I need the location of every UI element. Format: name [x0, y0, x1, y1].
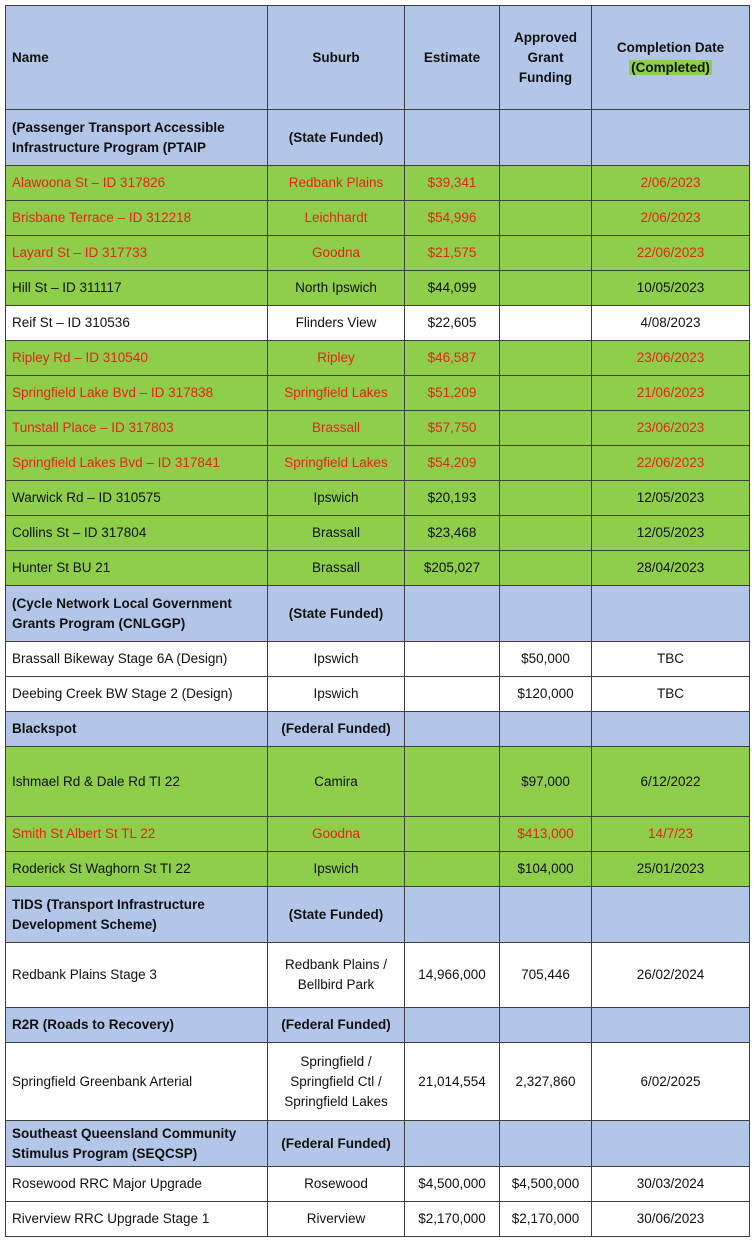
table-row [6, 943, 750, 1008]
project-name-cell: Deebing Creek BW Stage 2 (Design) [6, 677, 268, 712]
table-row [6, 411, 750, 446]
table-row [6, 677, 750, 712]
completion-date-cell: 2/06/2023 [592, 201, 750, 236]
suburb-cell: Goodna [268, 817, 405, 852]
estimate-cell: $57,750 [405, 411, 500, 446]
section-header-row [6, 1008, 750, 1043]
project-name-cell: Ishmael Rd & Dale Rd TI 22 [6, 747, 268, 817]
empty-cell [592, 1121, 750, 1167]
empty-cell [500, 887, 592, 943]
empty-cell [592, 887, 750, 943]
suburb-cell: Goodna [268, 236, 405, 271]
section-header-row [6, 887, 750, 943]
section-name: (Cycle Network Local Government Grants Program (CNLGGP) [6, 586, 268, 642]
completion-date-cell: 23/06/2023 [592, 411, 750, 446]
funding-cell [500, 201, 592, 236]
project-name-cell: Brassall Bikeway Stage 6A (Design) [6, 642, 268, 677]
suburb-cell: Ipswich [268, 677, 405, 712]
funding-cell [500, 446, 592, 481]
estimate-cell: $51,209 [405, 376, 500, 411]
empty-cell [500, 110, 592, 166]
estimate-cell: $54,996 [405, 201, 500, 236]
project-name-cell: Smith St Albert St TL 22 [6, 817, 268, 852]
empty-cell [592, 712, 750, 747]
project-name-cell: Redbank Plains Stage 3 [6, 943, 268, 1008]
header-name: Name [6, 6, 268, 110]
completion-date-cell: TBC [592, 677, 750, 712]
table-row [6, 481, 750, 516]
estimate-cell: $205,027 [405, 551, 500, 586]
header-completion [592, 6, 750, 110]
estimate-cell: $22,605 [405, 306, 500, 341]
funding-cell [500, 271, 592, 306]
completion-date-cell: 2/06/2023 [592, 166, 750, 201]
section-funded: (State Funded) [268, 110, 405, 166]
suburb-cell: Rosewood [268, 1167, 405, 1202]
project-name-cell: Brisbane Terrace – ID 312218 [6, 201, 268, 236]
funding-cell: $104,000 [500, 852, 592, 887]
project-name-cell: Layard St – ID 317733 [6, 236, 268, 271]
completion-date-cell: TBC [592, 642, 750, 677]
completion-date-cell: 28/04/2023 [592, 551, 750, 586]
section-header-row [6, 1121, 750, 1167]
project-name-cell: Springfield Lakes Bvd – ID 317841 [6, 446, 268, 481]
table-row [6, 817, 750, 852]
suburb-cell: Brassall [268, 551, 405, 586]
table-row [6, 166, 750, 201]
estimate-cell: $23,468 [405, 516, 500, 551]
funding-cell [500, 551, 592, 586]
estimate-cell: 21,014,554 [405, 1043, 500, 1121]
empty-cell [405, 712, 500, 747]
completion-date-cell: 12/05/2023 [592, 481, 750, 516]
funding-cell [500, 516, 592, 551]
project-name-cell: Roderick St Waghorn St TI 22 [6, 852, 268, 887]
funding-cell: 705,446 [500, 943, 592, 1008]
table-row [6, 516, 750, 551]
estimate-cell [405, 677, 500, 712]
suburb-cell: Camira [268, 747, 405, 817]
empty-cell [500, 1008, 592, 1043]
suburb-cell: Ipswich [268, 852, 405, 887]
estimate-cell: $44,099 [405, 271, 500, 306]
section-header-row [6, 712, 750, 747]
table-row [6, 446, 750, 481]
section-name: Southeast Queensland Community Stimulus Program (SEQCSP) [6, 1121, 268, 1167]
section-funded: (Federal Funded) [268, 712, 405, 747]
section-name: (Passenger Transport Accessible Infrastructure Program (PTAIP [6, 110, 268, 166]
estimate-cell [405, 642, 500, 677]
section-funded: (State Funded) [268, 586, 405, 642]
section-funded: (State Funded) [268, 887, 405, 943]
table-row [6, 551, 750, 586]
table-row [6, 1043, 750, 1121]
empty-cell [592, 110, 750, 166]
project-name-cell: Alawoona St – ID 317826 [6, 166, 268, 201]
funding-cell [500, 481, 592, 516]
project-name-cell: Tunstall Place – ID 317803 [6, 411, 268, 446]
suburb-cell: Ipswich [268, 642, 405, 677]
funding-cell [500, 376, 592, 411]
table-row [6, 201, 750, 236]
section-name: R2R (Roads to Recovery) [6, 1008, 268, 1043]
estimate-cell: $20,193 [405, 481, 500, 516]
estimate-cell: 14,966,000 [405, 943, 500, 1008]
estimate-cell [405, 852, 500, 887]
empty-cell [500, 712, 592, 747]
funding-cell [500, 306, 592, 341]
suburb-cell: Leichhardt [268, 201, 405, 236]
empty-cell [592, 1008, 750, 1043]
table-row [6, 306, 750, 341]
funding-cell: $2,170,000 [500, 1202, 592, 1237]
suburb-cell: Springfield Lakes [268, 376, 405, 411]
estimate-cell [405, 817, 500, 852]
estimate-cell: $54,209 [405, 446, 500, 481]
funding-cell [500, 166, 592, 201]
table-row [6, 376, 750, 411]
suburb-cell: Brassall [268, 411, 405, 446]
grant-projects-table [5, 5, 750, 1237]
section-header-row [6, 110, 750, 166]
project-name-cell: Collins St – ID 317804 [6, 516, 268, 551]
empty-cell [500, 1121, 592, 1167]
empty-cell [592, 586, 750, 642]
table-row [6, 341, 750, 376]
funding-cell [500, 411, 592, 446]
empty-cell [405, 110, 500, 166]
completion-date-cell: 23/06/2023 [592, 341, 750, 376]
project-name-cell: Springfield Lake Bvd – ID 317838 [6, 376, 268, 411]
project-name-cell: Hill St – ID 311117 [6, 271, 268, 306]
completion-date-cell: 14/7/23 [592, 817, 750, 852]
table-row [6, 271, 750, 306]
section-header-row [6, 586, 750, 642]
suburb-cell: Springfield / Springfield Ctl / Springfield Lakes [268, 1043, 405, 1121]
header-funding: Approved Grant Funding [500, 6, 592, 110]
project-name-cell: Springfield Greenbank Arterial [6, 1043, 268, 1121]
table-row [6, 236, 750, 271]
project-name-cell: Hunter St BU 21 [6, 551, 268, 586]
suburb-cell: Redbank Plains / Bellbird Park [268, 943, 405, 1008]
estimate-cell: $21,575 [405, 236, 500, 271]
project-name-cell: Ripley Rd – ID 310540 [6, 341, 268, 376]
table-header-row [6, 6, 750, 110]
estimate-cell: $4,500,000 [405, 1167, 500, 1202]
section-funded: (Federal Funded) [268, 1008, 405, 1043]
completion-date-cell: 6/02/2025 [592, 1043, 750, 1121]
section-name: TIDS (Transport Infrastructure Development Scheme) [6, 887, 268, 943]
header-suburb: Suburb [268, 6, 405, 110]
table-row [6, 642, 750, 677]
completion-date-cell: 22/06/2023 [592, 446, 750, 481]
completion-date-cell: 25/01/2023 [592, 852, 750, 887]
table-row [6, 852, 750, 887]
funding-cell [500, 236, 592, 271]
section-funded: (Federal Funded) [268, 1121, 405, 1167]
empty-cell [500, 586, 592, 642]
header-completion-label: Completion Date [616, 39, 725, 55]
estimate-cell: $39,341 [405, 166, 500, 201]
funding-cell: 2,327,860 [500, 1043, 592, 1121]
estimate-cell: $2,170,000 [405, 1202, 500, 1237]
funding-cell: $4,500,000 [500, 1167, 592, 1202]
project-name-cell: Reif St – ID 310536 [6, 306, 268, 341]
estimate-cell [405, 747, 500, 817]
funding-cell [500, 341, 592, 376]
suburb-cell: Ripley [268, 341, 405, 376]
completion-date-cell: 10/05/2023 [592, 271, 750, 306]
table-row [6, 747, 750, 817]
completion-date-cell: 21/06/2023 [592, 376, 750, 411]
completion-date-cell: 22/06/2023 [592, 236, 750, 271]
empty-cell [405, 1008, 500, 1043]
empty-cell [405, 586, 500, 642]
suburb-cell: Springfield Lakes [268, 446, 405, 481]
project-name-cell: Rosewood RRC Major Upgrade [6, 1167, 268, 1202]
completion-date-cell: 30/06/2023 [592, 1202, 750, 1237]
section-name: Blackspot [6, 712, 268, 747]
completion-date-cell: 30/03/2024 [592, 1167, 750, 1202]
table-row [6, 1167, 750, 1202]
funding-cell: $413,000 [500, 817, 592, 852]
suburb-cell: Ipswich [268, 481, 405, 516]
completion-date-cell: 26/02/2024 [592, 943, 750, 1008]
completion-date-cell: 6/12/2022 [592, 747, 750, 817]
suburb-cell: Flinders View [268, 306, 405, 341]
suburb-cell: Redbank Plains [268, 166, 405, 201]
header-completed-tag: (Completed) [631, 59, 710, 75]
funding-cell: $120,000 [500, 677, 592, 712]
suburb-cell: North Ipswich [268, 271, 405, 306]
table-row [6, 1202, 750, 1237]
funding-cell: $50,000 [500, 642, 592, 677]
project-name-cell: Riverview RRC Upgrade Stage 1 [6, 1202, 268, 1237]
suburb-cell: Riverview [268, 1202, 405, 1237]
project-name-cell: Warwick Rd – ID 310575 [6, 481, 268, 516]
empty-cell [405, 887, 500, 943]
estimate-cell: $46,587 [405, 341, 500, 376]
completion-date-cell: 12/05/2023 [592, 516, 750, 551]
empty-cell [405, 1121, 500, 1167]
completion-date-cell: 4/08/2023 [592, 306, 750, 341]
suburb-cell: Brassall [268, 516, 405, 551]
header-estimate: Estimate [405, 6, 500, 110]
funding-cell: $97,000 [500, 747, 592, 817]
